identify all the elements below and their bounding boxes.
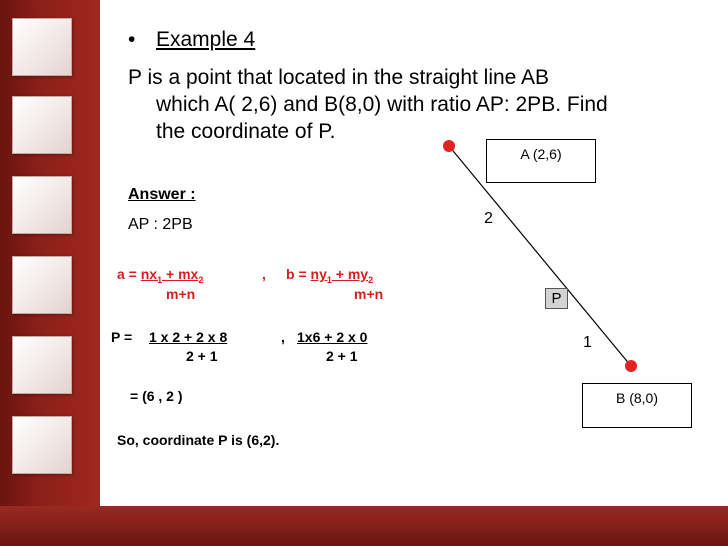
slide-title: Example 4 [156,28,256,51]
title-bullet: • [128,28,136,51]
problem-line-2: which A( 2,6) and B(8,0) with ratio AP: 2PB. Find [156,93,608,116]
segment-ap-ratio: 2 [484,210,493,227]
formula-comma: , [262,266,266,282]
ratio-text: AP : 2PB [128,216,193,233]
label-box-b [582,383,692,428]
p-calc-numerator-x: 1 x 2 + 2 x 8 [149,329,228,345]
formula-a-denominator: m+n [166,286,196,302]
problem-line-3: the coordinate of P. [156,120,336,143]
formula-b-denominator: m+n [354,286,384,302]
formula-a-lhs: a = [117,266,141,282]
p-calc-lhs: P = [111,329,133,345]
p-calc-comma: , [281,329,285,345]
answer-label: Answer : [128,186,196,203]
label-box-a [486,139,596,183]
formula-b-numerator: $ny_1 + my_2$ [310,266,374,285]
label-b: B (8,0) [615,390,658,406]
label-a: A (2,6) [520,146,562,162]
segment-pb-ratio: 1 [583,334,592,351]
p-calc-denominator-y: 2 + 1 [326,348,358,364]
point-a-dot [443,140,455,152]
point-p-label: P [545,288,568,309]
conclusion-text: So, coordinate P is (6,2). [117,432,280,448]
formula-b-lhs: b = [286,266,311,282]
formula-a-numerator: $nx_1 + mx_2$ [140,266,204,285]
p-calc-numerator-y: 1x6 + 2 x 0 [297,329,368,345]
result-text: = (6 , 2 ) [130,388,183,404]
problem-line-1: P is a point that located in the straight line AB [128,66,550,89]
point-b-dot [625,360,637,372]
p-calc-denominator-x: 2 + 1 [186,348,218,364]
